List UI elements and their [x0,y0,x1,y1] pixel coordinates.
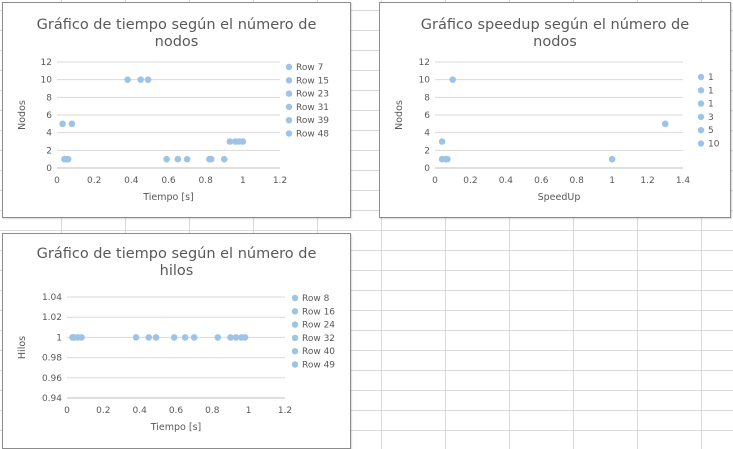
legend-marker [698,114,704,120]
x-tick-label: 0.6 [534,176,549,186]
legend-entry: Row 49 [302,360,336,371]
x-axis-label: Tiempo [s] [143,192,194,203]
data-point [439,138,446,145]
data-point [153,334,160,341]
x-tick-label: 0.6 [168,406,184,416]
y-tick-label: 0.98 [41,353,62,364]
data-point [214,334,221,341]
chart-nodos-speedup[interactable] [379,2,731,218]
data-point [145,76,152,83]
legend-marker [292,348,298,354]
data-point [240,138,247,145]
x-tick-label: 0.2 [87,176,102,186]
legend-marker [698,127,704,133]
legend-entry: Row 31 [296,102,330,113]
data-point [133,334,140,341]
x-tick-label: 0.4 [132,406,147,416]
legend-entry: Row 24 [302,320,336,331]
legend-entry: Row 40 [302,347,336,358]
x-tick-label: 1.2 [277,406,293,416]
x-tick-label: 1.2 [272,176,288,186]
y-tick-label: 0.96 [41,373,62,384]
data-point [242,334,249,341]
chart-title-line2: nodos [154,34,199,50]
legend-entry: 3 [708,112,714,123]
y-tick-label: 4 [46,128,52,139]
chart-hilos-tiempo[interactable] [2,233,351,449]
legend-marker [286,90,292,96]
legend-entry: 10 [708,139,720,150]
x-tick-label: 1 [245,406,252,416]
x-tick-label: 0.2 [463,176,478,186]
y-tick-label: 0 [424,164,430,174]
legend-entry: Row 15 [296,76,330,87]
legend-marker [698,74,704,80]
plot-area [380,3,731,218]
data-point [124,76,131,83]
x-tick-label: 0 [64,406,70,416]
chart-title-line2: hilos [159,263,194,279]
y-tick-label: 1.04 [41,293,62,303]
y-axis-label: Nodos [17,100,28,130]
legend-entry: Row 48 [296,129,330,140]
data-point [184,156,191,163]
x-tick-label: 1.4 [675,176,691,186]
legend-entry: Row 39 [296,116,330,127]
y-tick-label: 1 [56,333,62,344]
legend-marker [698,140,704,146]
legend-entry: Row 7 [296,63,324,73]
data-point [221,156,228,163]
y-tick-label: 1.02 [41,313,62,324]
x-tick-label: 0.4 [498,176,514,186]
data-point [163,156,170,163]
y-tick-label: 6 [46,111,52,121]
y-tick-label: 0 [46,164,52,174]
legend-entry: Row 16 [302,307,336,318]
y-tick-label: 4 [424,128,430,139]
data-point [662,121,669,128]
x-tick-label: 0 [432,176,438,186]
data-point [171,334,178,341]
y-axis-label: Hilos [17,335,28,360]
y-tick-label: 8 [424,93,430,104]
legend-marker [286,104,292,110]
legend-marker [292,321,298,327]
legend-entry: Row 23 [296,89,330,100]
chart-title-line1: Gráfico de tiempo según el número de [36,246,317,262]
data-point [78,334,85,341]
plot-area [3,3,351,218]
y-tick-label: 8 [46,93,52,104]
chart-title-line1: Gráfico speedup según el número de [420,17,690,33]
legend-marker [286,117,292,123]
data-point [65,156,72,163]
data-point [449,76,456,83]
legend-marker [292,295,298,301]
chart-title-line1: Gráfico de tiempo según el número de [36,17,317,33]
legend-marker [286,77,292,83]
data-point [609,156,616,163]
x-tick-label: 0.8 [205,406,220,416]
data-point [145,334,152,341]
legend-marker [698,87,704,93]
y-tick-label: 12 [40,58,52,68]
y-tick-label: 10 [418,75,430,86]
data-point [137,76,144,83]
data-point [182,334,189,341]
legend-entry: 1 [708,73,714,83]
x-tick-label: 0.8 [198,176,213,186]
data-point [59,121,66,128]
x-axis-label: SpeedUp [537,192,581,203]
y-axis-label: Nodos [394,100,405,130]
x-tick-label: 0.2 [96,406,111,416]
x-tick-label: 0 [54,176,60,186]
x-tick-label: 0.8 [569,176,584,186]
y-tick-label: 10 [40,75,52,86]
data-point [444,156,451,163]
x-tick-label: 1 [239,176,246,186]
x-tick-label: 1.2 [640,176,655,186]
x-tick-label: 0.6 [161,176,176,186]
legend-marker [292,335,298,341]
y-tick-label: 2 [424,146,430,157]
plot-area [3,234,351,449]
legend-entry: 1 [708,99,714,110]
y-tick-label: 12 [418,58,430,68]
y-tick-label: 6 [424,111,430,121]
legend-marker [286,64,292,70]
chart-nodos-tiempo[interactable] [2,2,351,218]
data-point [174,156,181,163]
y-tick-label: 2 [46,146,52,157]
legend-marker [698,100,704,106]
legend-entry: 5 [708,126,714,137]
x-axis-label: Tiempo [s] [150,422,202,433]
legend-marker [292,308,298,314]
chart-title-line2: nodos [533,34,577,50]
data-point [208,156,215,163]
y-tick-label: 0.94 [41,394,62,404]
legend-entry: 1 [708,86,714,97]
legend-entry: Row 8 [302,294,330,304]
legend-entry: Row 32 [302,333,336,344]
data-point [191,334,198,341]
legend-marker [286,130,292,136]
x-tick-label: 0.4 [124,176,139,186]
data-point [69,121,76,128]
legend-marker [292,361,298,367]
x-tick-label: 1 [609,176,616,186]
